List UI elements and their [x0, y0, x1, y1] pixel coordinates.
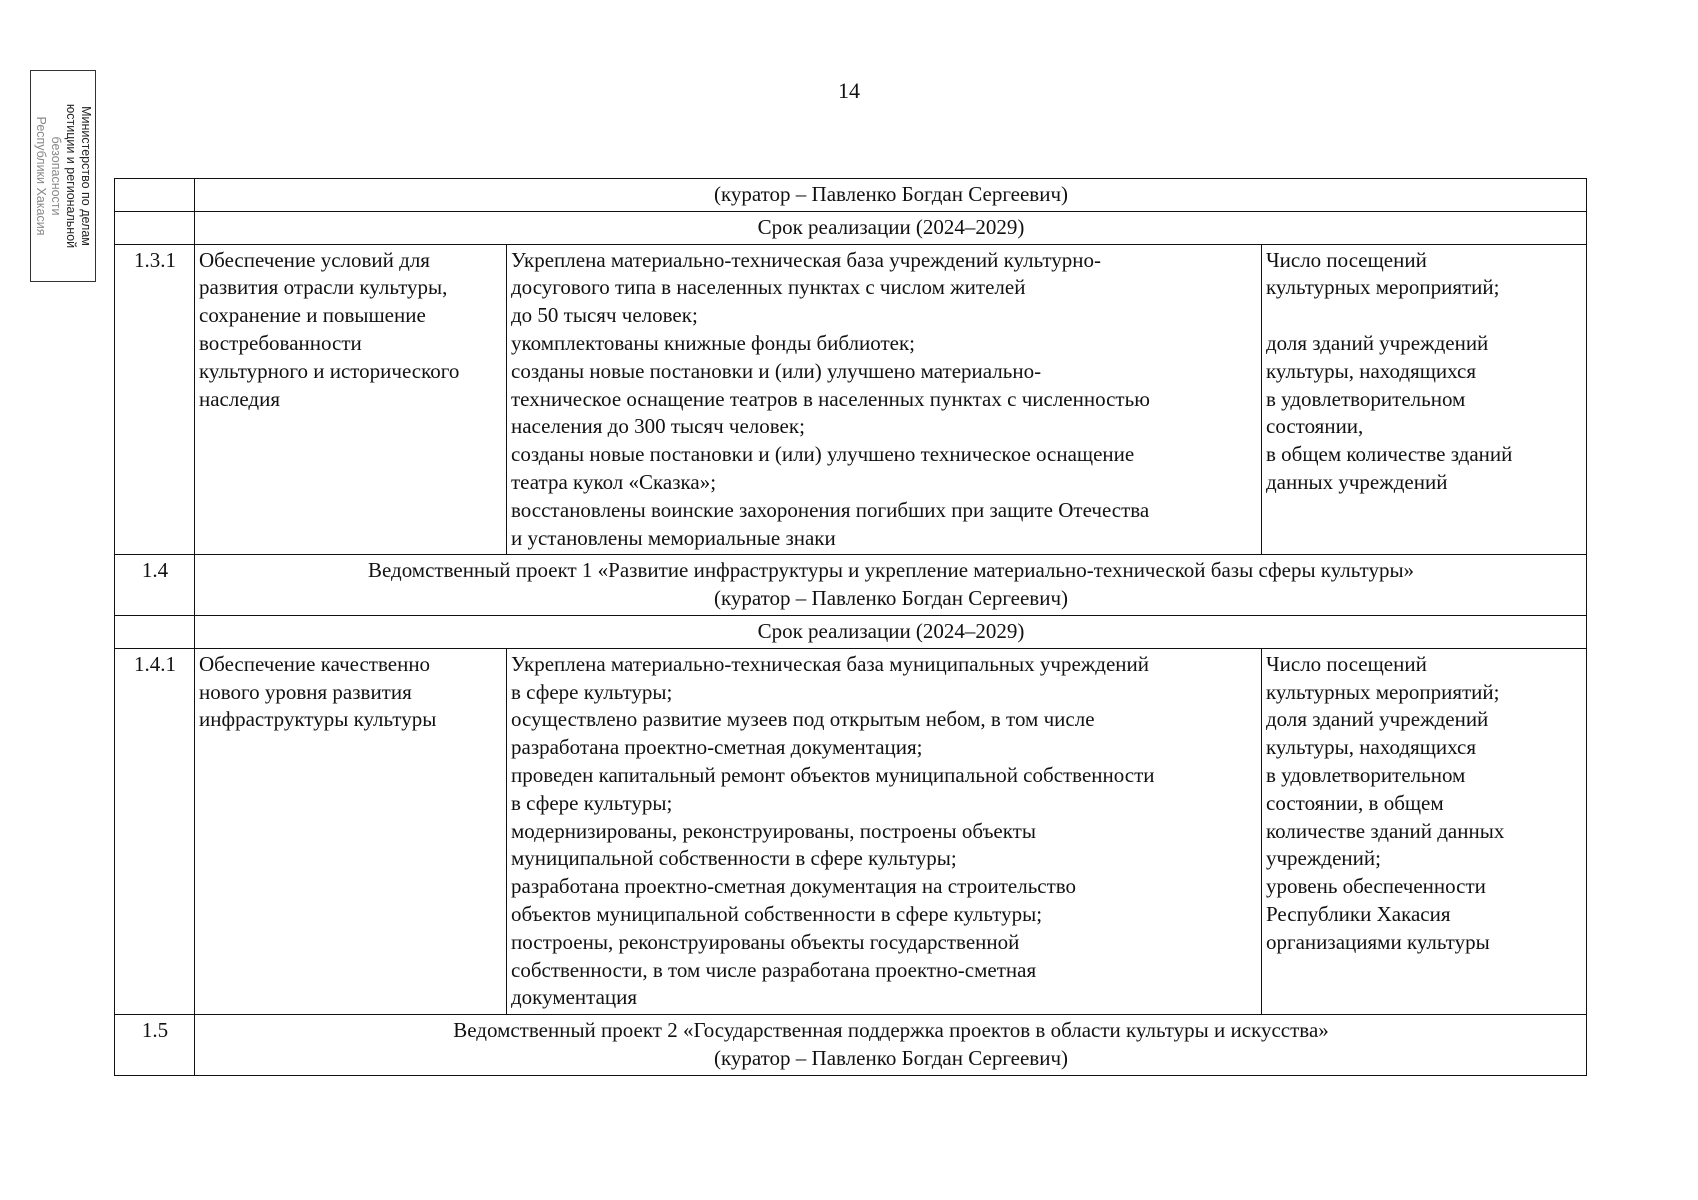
indicator-line: уровень обеспеченности: [1266, 874, 1486, 899]
project-title: Ведомственный проект 2 «Государственная поддержка проектов в области культуры и искусства»: [453, 1018, 1329, 1043]
indicator-line: доля зданий учреждений: [1266, 330, 1489, 355]
indicator-line: учреждений;: [1266, 846, 1381, 871]
indicator-line: состоянии, в общем: [1266, 790, 1444, 815]
row-number-cell: 1.5: [115, 1015, 195, 1076]
effect-line: собственности, в том числе разработана проектно-сметная: [511, 957, 1037, 982]
table-row: [115, 1015, 1587, 1076]
effect-line: разработана проектно-сметная документация на строительство: [511, 874, 1077, 899]
effects-cell: [507, 648, 1262, 1014]
effect-line: созданы новые постановки и (или) улучшено материально-: [511, 358, 1042, 383]
indicator-line: культуры, находящихся: [1266, 358, 1477, 383]
effect-line: населения до 300 тысяч человек;: [511, 414, 805, 439]
indicator-line: в удовлетворительном: [1266, 386, 1466, 411]
row-number-cell: 1.4.1: [115, 648, 195, 1014]
task-cell: [195, 244, 507, 555]
effect-line: муниципальной собственности в сфере культуры;: [511, 846, 957, 871]
effect-line: театра кукол «Сказка»;: [511, 469, 717, 494]
indicator-line: Республики Хакасия: [1266, 901, 1451, 926]
effect-line: укомплектованы книжные фонды библиотек;: [511, 330, 916, 355]
indicators-cell: [1262, 648, 1587, 1014]
indicator-line: состоянии,: [1266, 414, 1364, 439]
project-curator: (куратор – Павленко Богдан Сергеевич): [713, 586, 1069, 611]
effects-cell: [507, 244, 1262, 555]
effect-line: и установлены мемориальные знаки: [511, 525, 836, 550]
indicator-line: культурных мероприятий;: [1266, 679, 1500, 704]
row-number-cell: [115, 211, 195, 244]
indicator-line: в удовлетворительном: [1266, 762, 1466, 787]
curator-cell: (куратор – Павленко Богдан Сергеевич): [195, 179, 1587, 212]
indicator-line: культурных мероприятий;: [1266, 275, 1500, 300]
task-line: Обеспечение качественно: [199, 651, 431, 676]
effect-line: Укреплена материально-техническая база муниципальных учреждений: [511, 651, 1150, 676]
implementation-period-cell: Срок реализации (2024–2029): [195, 615, 1587, 648]
indicator-line: в общем количестве зданий: [1266, 442, 1513, 467]
effect-line: техническое оснащение театров в населенных пунктах с численностью: [511, 386, 1150, 411]
project-title-cell: [195, 1015, 1587, 1076]
table-row: [115, 615, 1587, 648]
implementation-period-cell: Срок реализации (2024–2029): [195, 211, 1587, 244]
task-line: инфраструктуры культуры: [199, 707, 437, 732]
indicator-line: Число посещений: [1266, 651, 1427, 676]
indicator-line: Число посещений: [1266, 247, 1427, 272]
indicator-line: доля зданий учреждений: [1266, 707, 1489, 732]
task-line: сохранение и повышение: [199, 303, 426, 328]
effect-line: восстановлены воинские захоронения погибших при защите Отечества: [511, 497, 1150, 522]
stamp-line: безопасности: [49, 136, 63, 216]
project-curator: (куратор – Павленко Богдан Сергеевич): [713, 1045, 1069, 1070]
task-line: нового уровня развития: [199, 679, 412, 704]
effect-line: созданы новые постановки и (или) улучшено техническое оснащение: [511, 442, 1135, 467]
indicator-line: количестве зданий данных: [1266, 818, 1505, 843]
stamp-line: Министерство по делам: [79, 106, 93, 246]
indicator-line: культуры, находящихся: [1266, 735, 1477, 760]
effect-line: осуществлено развитие музеев под открытым небом, в том числе: [511, 707, 1095, 732]
task-line: наследия: [199, 386, 280, 411]
table-row: [115, 648, 1587, 1014]
task-line: Обеспечение условий для: [199, 247, 430, 272]
project-title: Ведомственный проект 1 «Развитие инфраструктуры и укрепление материально-технической базы сферы культуры»: [367, 558, 1415, 583]
project-title-cell: [195, 555, 1587, 616]
table-row: [115, 179, 1587, 212]
indicator-gap: [1266, 302, 1583, 330]
indicators-cell: [1262, 244, 1587, 555]
effect-line: разработана проектно-сметная документация;: [511, 735, 923, 760]
effect-line: Укреплена материально-техническая база учреждений культурно-: [511, 247, 1101, 272]
row-number-cell: 1.4: [115, 555, 195, 616]
task-line: востребованности: [199, 330, 362, 355]
effect-line: модернизированы, реконструированы, построены объекты: [511, 818, 1036, 843]
task-line: развития отрасли культуры,: [199, 275, 448, 300]
table-row: [115, 555, 1587, 616]
effect-line: объектов муниципальной собственности в сфере культуры;: [511, 901, 1043, 926]
row-number-cell: 1.3.1: [115, 244, 195, 555]
indicator-line: организациями культуры: [1266, 929, 1490, 954]
indicator-line: данных учреждений: [1266, 469, 1448, 494]
effect-line: в сфере культуры;: [511, 790, 673, 815]
row-number-cell: [115, 615, 195, 648]
effect-line: документация: [511, 985, 638, 1010]
table-row: [115, 211, 1587, 244]
row-number-cell: [115, 179, 195, 212]
table-row: [115, 244, 1587, 555]
effect-line: проведен капитальный ремонт объектов муниципальной собственности: [511, 762, 1155, 787]
stamp-line: Республики Хакасия: [34, 116, 48, 236]
effect-line: досугового типа в населенных пунктах с числом жителей: [511, 275, 1026, 300]
program-table: [114, 178, 1587, 1076]
page-number-container: [0, 78, 1698, 104]
stamp-line: юстиции и региональной: [64, 103, 78, 249]
task-line: культурного и исторического: [199, 358, 460, 383]
task-cell: [195, 648, 507, 1014]
page-number: 14: [838, 78, 860, 103]
effect-line: построены, реконструированы объекты государственной: [511, 929, 1020, 954]
effect-line: до 50 тысяч человек;: [511, 303, 698, 328]
effect-line: в сфере культуры;: [511, 679, 673, 704]
